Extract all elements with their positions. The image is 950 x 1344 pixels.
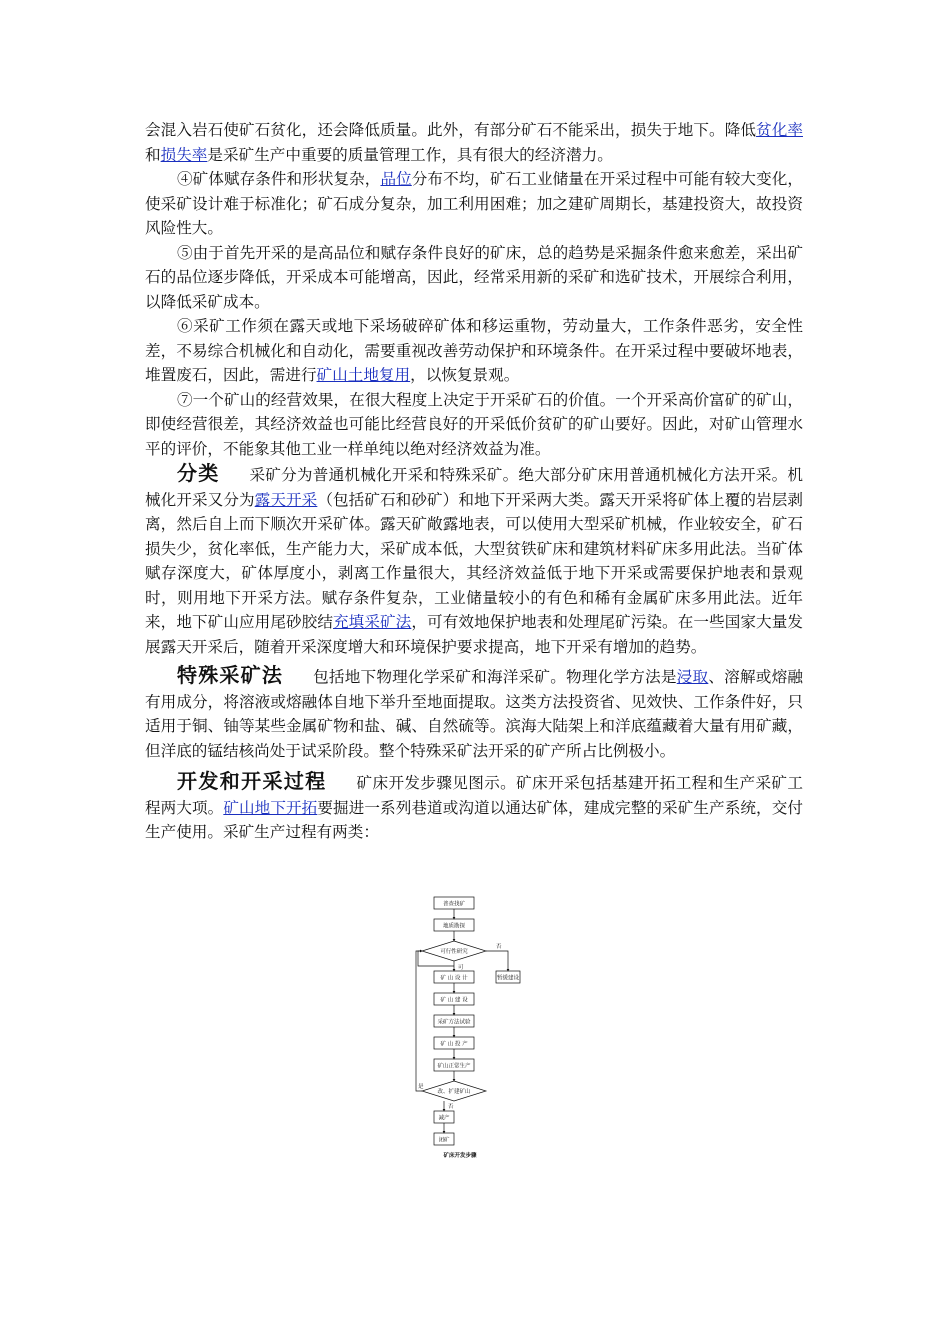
heading-development: 开发和开采过程 xyxy=(177,769,327,793)
document-body xyxy=(145,118,803,845)
link-grade[interactable]: 品位 xyxy=(380,170,412,188)
section-development: 开发和开采过程 矿床开发步骤见图示。矿床开采包括基建开拓工程和生产采矿工程两大项。矿山地下开拓要掘进一系列巷道或沟道以通达矿体，建成完整的采矿生产系统，交付生产使用。采矿生产过程有两类： xyxy=(145,769,803,841)
flow-step-8: 矿山正常生产 xyxy=(437,1063,471,1070)
flow-step-3: 可行性研究 xyxy=(440,949,468,955)
link-dilution-rate[interactable]: 贫化率 xyxy=(756,121,803,139)
paragraph-item-4: ④矿体赋存条件和形状复杂，品位分布不均，矿石工业储量在开采过程中可能有较大变化，使采矿设计难于标准化；矿石成分复杂，加工利用困难；加之建矿周期长，基建投资大，故投资风险性大。 xyxy=(145,170,803,237)
link-land-reclamation[interactable]: 矿山土地复用 xyxy=(316,366,411,384)
flow-step-6: 采矿方法试验 xyxy=(437,1019,471,1026)
flow-step-10: 减产 xyxy=(438,1115,450,1122)
paragraph-item-7: ⑦一个矿山的经营效果，在很大程度上决定于开采矿石的价值。一个开采高价富矿的矿山，即使经营很差，其经济效益也可能比经营良好的开采低价贫矿的矿山要好。因此，对矿山管理水平的评价，不能象其他工业一样单纯以绝对经济效益为准。 xyxy=(145,390,803,458)
flow-caption: 矿床开发步骤 xyxy=(443,1153,477,1159)
flowchart-figure xyxy=(412,893,522,1163)
flow-step-11: 闭矿 xyxy=(438,1137,450,1144)
paragraph-item-5: ⑤由于首先开采的是高品位和赋存条件良好的矿床，总的趋势是采掘条件愈来愈差，采出矿石的品位逐步降低，开采成本可能增高，因此，经常采用新的采矿和选矿技术，开展综合利用，以降低采矿成本。 xyxy=(145,243,803,311)
paragraph-item-6: ⑥采矿工作须在露天或地下采场破碎矿体和移运重物，劳动量大，工作条件恶劣，安全性差，不易综合机械化和自动化，需要重视改善劳动保护和环境条件。在开采过程中要破坏地表，堆置废石，因此，需进行矿山土地复用，以恢复景观。 xyxy=(145,317,803,384)
link-leaching[interactable]: 浸取 xyxy=(676,668,709,686)
flow-step-1: 普查找矿 xyxy=(442,901,466,908)
flow-step-9: 改、扩建矿山 xyxy=(437,1089,471,1095)
section-special-mining: 特殊采矿法 包括地下物理化学采矿和海洋采矿。物理化学方法是浸取、溶解或熔融有用成分，将溶液或熔融体自地下举升至地面提取。这类方法投资省、见效快、工作条件好，只适用于铜、铀等某些金属矿物和盐、碱、自然硫等。滨海大陆架上和洋底蕴藏着大量有用矿藏，但洋底的锰结核尚处于试采阶段。整个特殊采矿法开采的矿产所占比例极小。 xyxy=(145,663,803,760)
link-open-pit-mining[interactable]: 露天开采 xyxy=(254,490,318,509)
flow-side-box: 暂缓建设 xyxy=(496,975,520,982)
flow-step-7: 矿 山 投 产 xyxy=(440,1041,468,1048)
link-underground-development[interactable]: 矿山地下开拓 xyxy=(223,798,318,817)
link-filling-mining[interactable]: 充填采矿法 xyxy=(333,613,412,631)
link-loss-rate[interactable]: 损失率 xyxy=(160,145,208,164)
flow-label-fou: 否 xyxy=(448,1104,454,1110)
flow-label-no: 否 xyxy=(496,944,502,950)
paragraph-quality: 会混入岩石使矿石贫化，还会降低质量。此外，有部分矿石不能采出，损失于地下。降低贫化率和损失率是采矿生产中重要的质量管理工作，具有很大的经济潜力。 xyxy=(145,121,803,164)
flow-step-2: 地质勘探 xyxy=(442,923,466,930)
flow-step-5: 矿 山 建 设 xyxy=(440,997,468,1004)
heading-special-mining: 特殊采矿法 xyxy=(177,663,284,687)
flow-label-yes: 可 xyxy=(458,965,464,971)
section-classification: 分类 采矿分为普通机械化开采和特殊采矿。绝大部分矿床用普通机械化方法开采。机械化开采又分为露天开采（包括矿石和砂矿）和地下开采两大类。露天开采将矿体上覆的岩层剥离，然后自上而下顺次开采矿体。露天矿敞露地表，可以使用大型采矿机械，作业较安全，矿石损失少，贫化率低，生产能力大，采矿成本低，大型贫铁矿床和建筑材料矿床多用此法。当矿体赋存深度大，矿体厚度小，剥离工作量很大，其经济效益低于地下开采或需要保护地表和景观时，则用地下开采方法。赋存条件复杂，工业储量较小的有色和稀有金属矿床多用此法。近年来，地下矿山应用尾砂胶结充填采矿法，可有效地保护地表和处理尾矿污染。在一些国家大量发展露天开采后，随着开采深度增大和环境保护要求提高，地下开采有增加的趋势。 xyxy=(145,461,803,656)
flow-step-4: 矿 山 设 计 xyxy=(440,975,468,982)
flow-label-shi: 是 xyxy=(418,1084,424,1090)
heading-classification: 分类 xyxy=(177,461,220,485)
